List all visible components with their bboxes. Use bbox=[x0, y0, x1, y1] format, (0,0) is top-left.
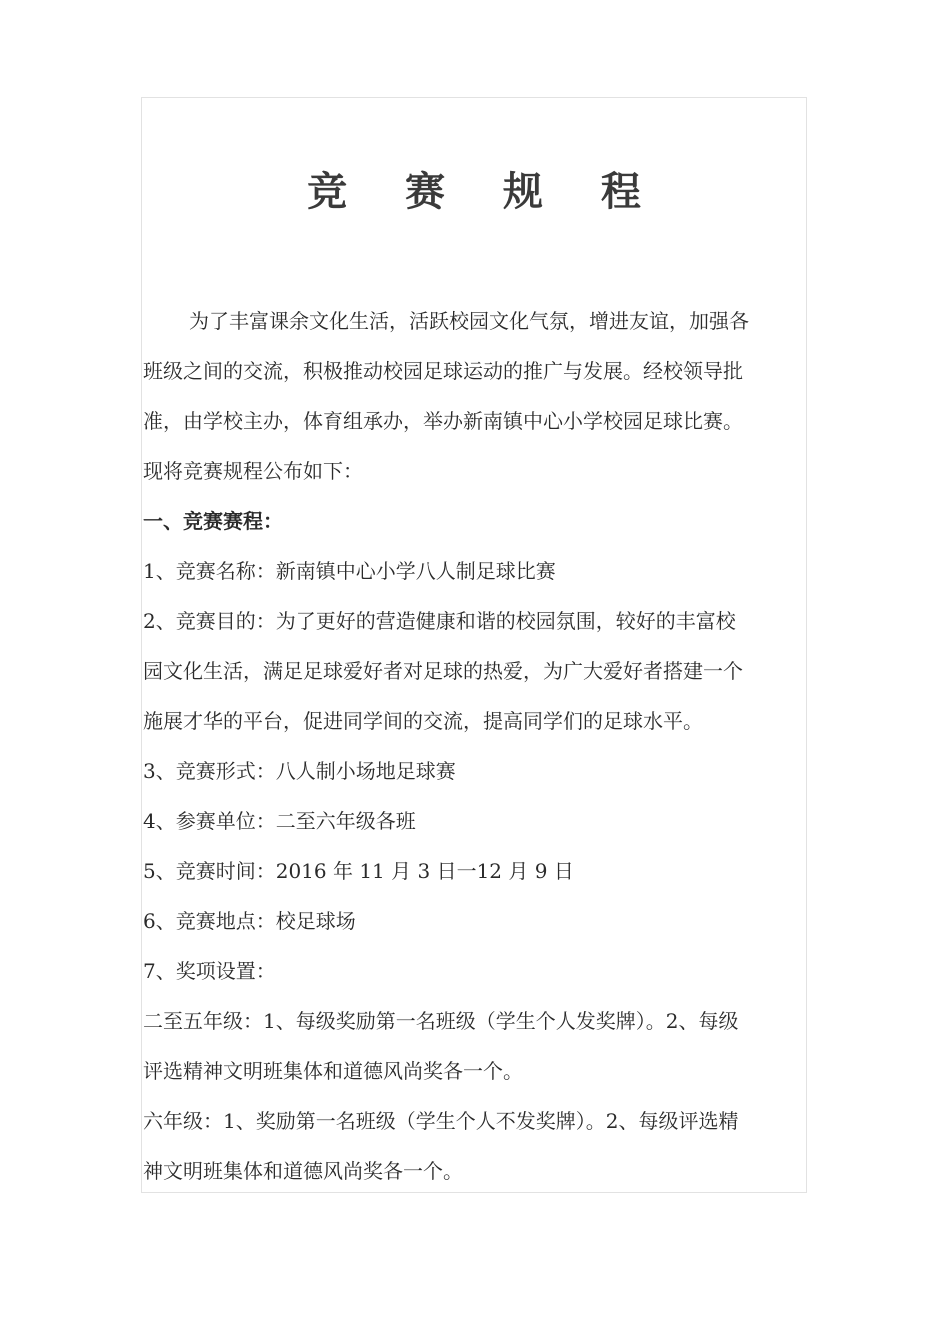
item-purpose-line-1: 2、竞赛目的：为了更好的营造健康和谐的校园氛围，较好的丰富校 bbox=[143, 609, 736, 633]
intro-line-2: 班级之间的交流，积极推动校园足球运动的推广与发展。经校领导批 bbox=[143, 359, 743, 383]
item-venue: 6、竞赛地点：校足球场 bbox=[143, 909, 356, 933]
awards-grade-2-5-line-2: 评选精神文明班集体和道德风尚奖各一个。 bbox=[143, 1059, 523, 1083]
awards-grade-6-line-2: 神文明班集体和道德风尚奖各一个。 bbox=[143, 1159, 463, 1183]
item-format: 3、竞赛形式：八人制小场地足球赛 bbox=[143, 759, 456, 783]
document-body bbox=[143, 296, 815, 1196]
item-time: 5、竞赛时间：2016 年 11 月 3 日一12 月 9 日 bbox=[143, 859, 574, 883]
item-competition-name: 1、竞赛名称：新南镇中心小学八人制足球比赛 bbox=[143, 559, 556, 583]
awards-grade-2-5-line-1: 二至五年级：1、每级奖励第一名班级（学生个人发奖牌）。2、每级 bbox=[143, 1009, 739, 1033]
awards-grade-6-line-1: 六年级：1、奖励第一名班级（学生个人不发奖牌）。2、每级评选精 bbox=[143, 1109, 739, 1133]
item-purpose-line-3: 施展才华的平台，促进同学间的交流，提高同学们的足球水平。 bbox=[143, 709, 703, 733]
item-purpose-line-2: 园文化生活，满足足球爱好者对足球的热爱，为广大爱好者搭建一个 bbox=[143, 659, 743, 683]
item-awards: 7、奖项设置： bbox=[143, 959, 276, 983]
intro-line-3: 准，由学校主办，体育组承办，举办新南镇中心小学校园足球比赛。 bbox=[143, 409, 743, 433]
intro-line-4: 现将竞赛规程公布如下： bbox=[143, 459, 363, 483]
item-participants: 4、参赛单位：二至六年级各班 bbox=[143, 809, 416, 833]
intro-line-1: 为了丰富课余文化生活，活跃校园文化气氛，增进友谊，加强各 bbox=[189, 309, 749, 333]
document-title: 竞 赛 规 程 bbox=[307, 168, 663, 215]
section-heading: 一、竞赛赛程： bbox=[143, 509, 283, 533]
